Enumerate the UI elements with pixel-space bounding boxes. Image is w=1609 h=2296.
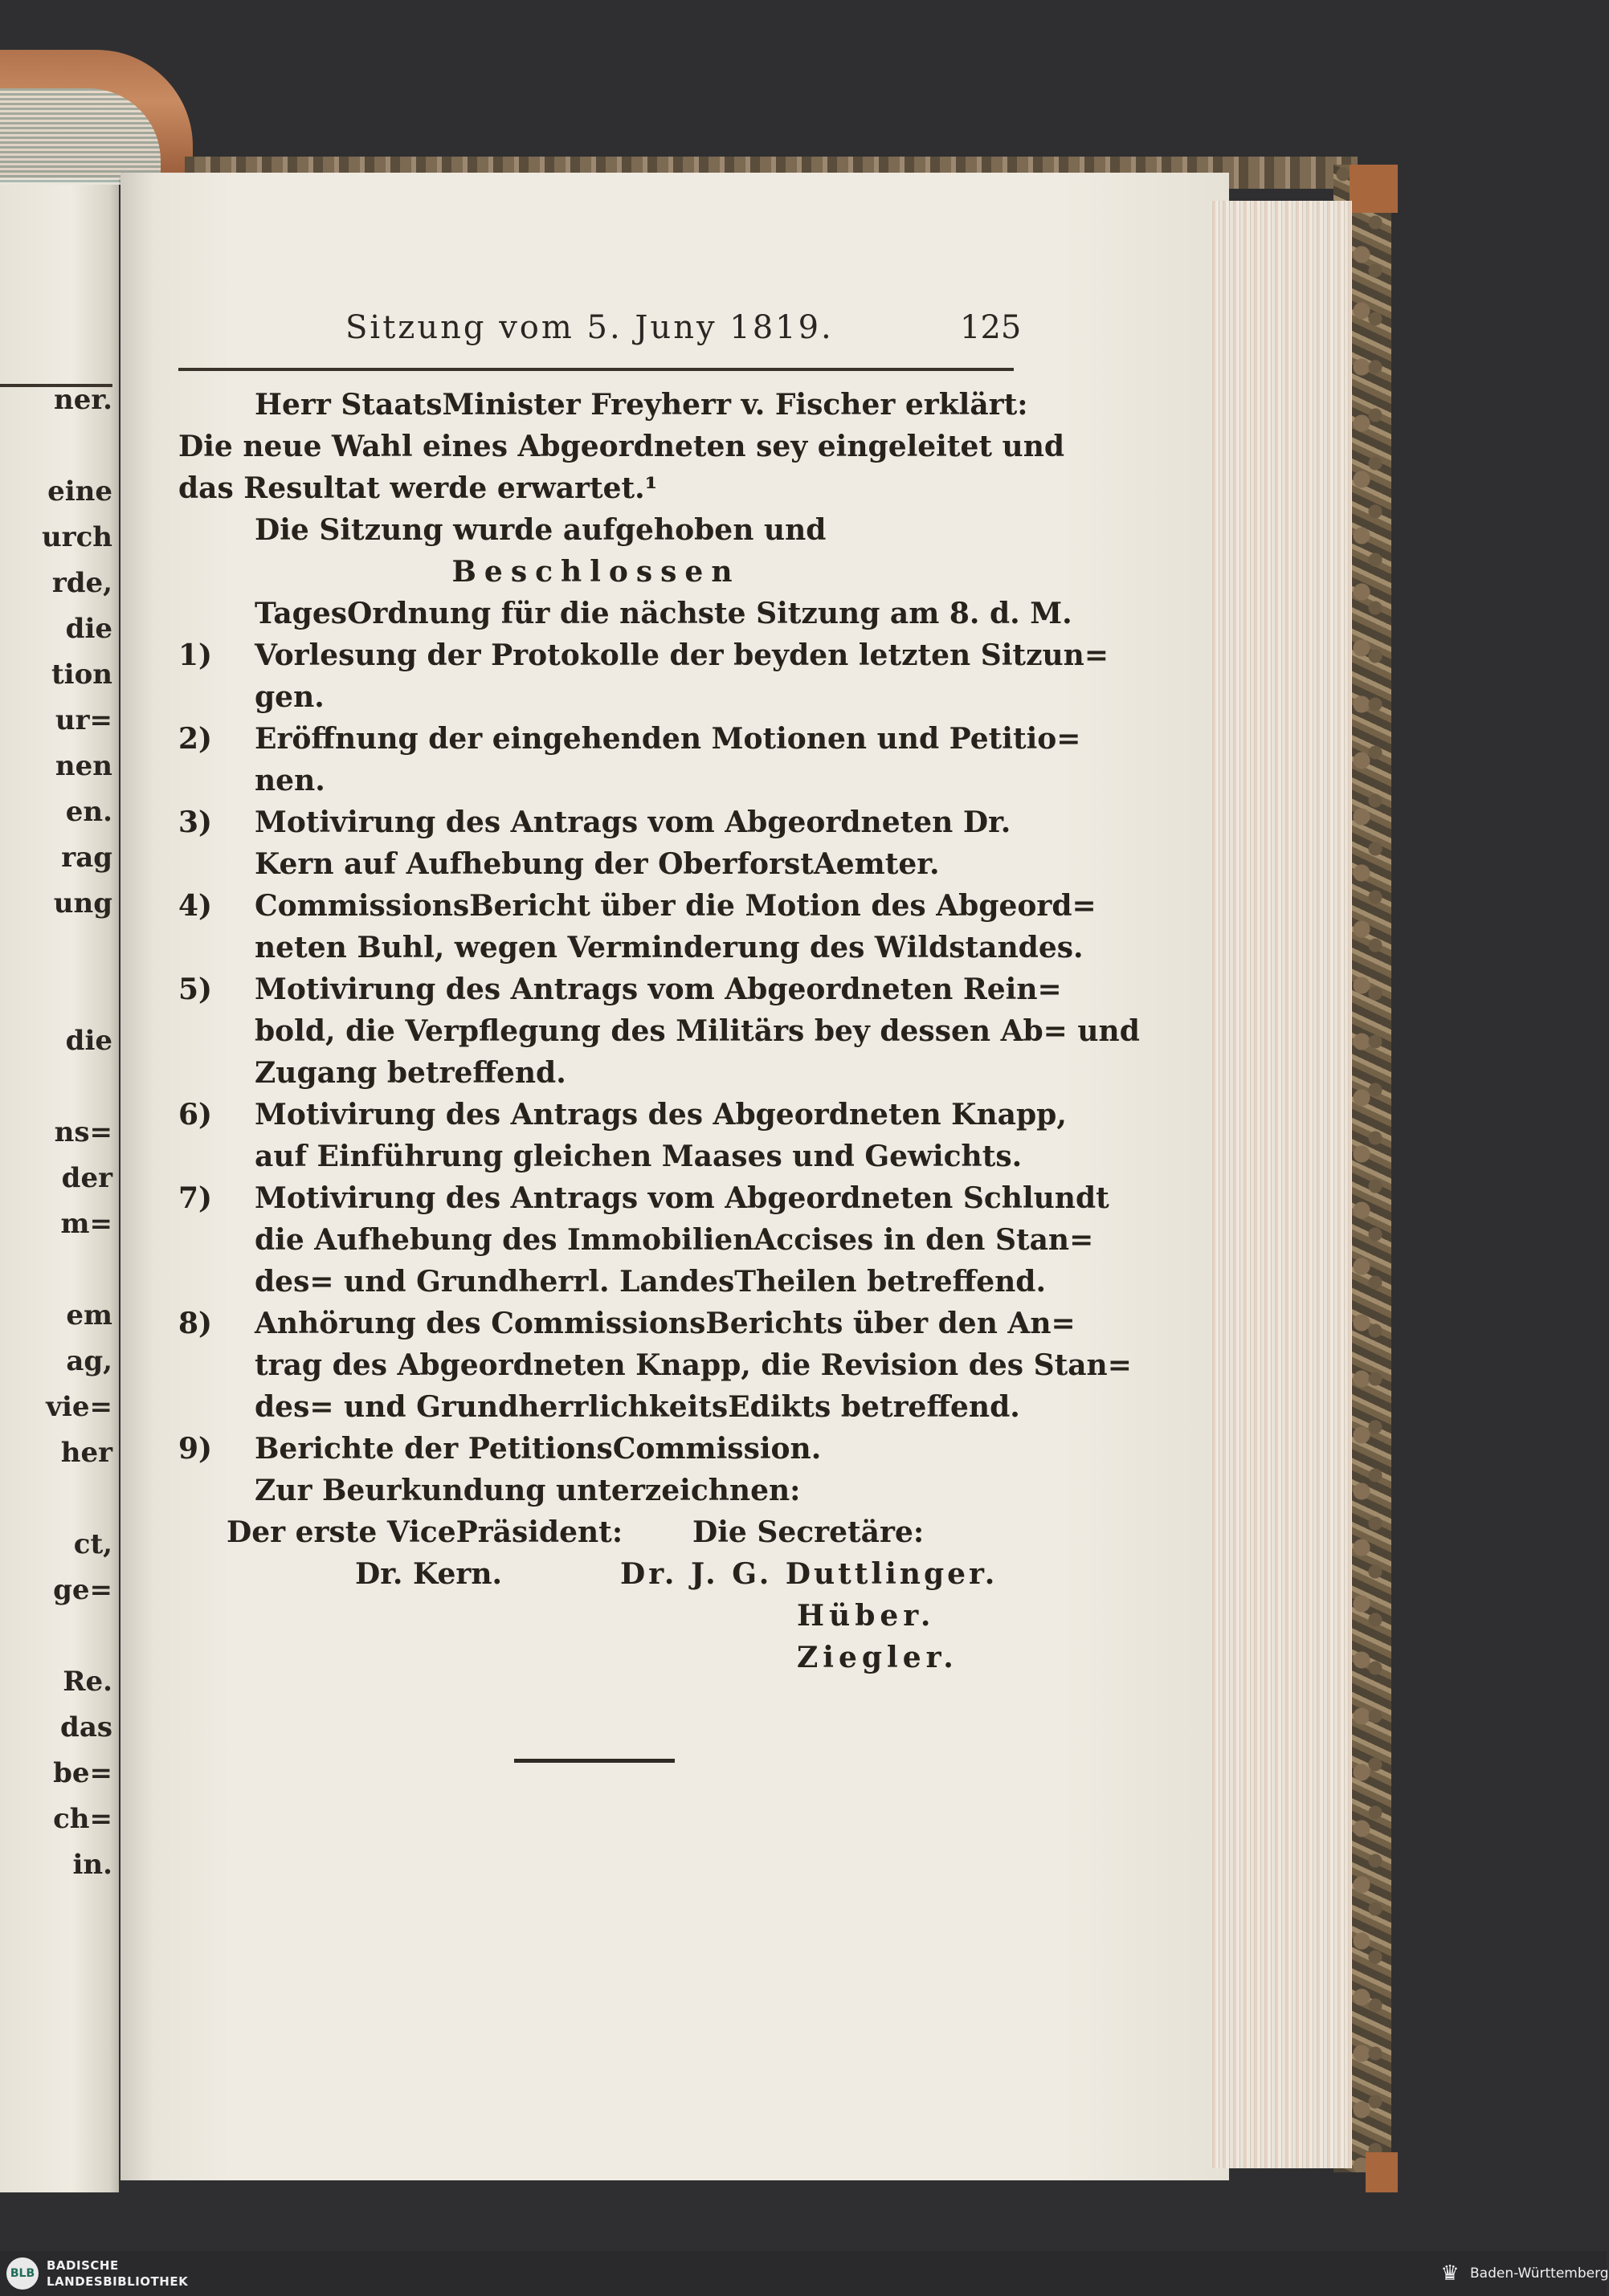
agenda-item-line bbox=[178, 969, 1062, 1010]
left-fragment-line: ur= bbox=[55, 704, 112, 736]
agenda-item-line bbox=[178, 885, 1096, 927]
agenda-item-number bbox=[178, 1344, 255, 1386]
paragraph-line: das Resultat werde erwartet.¹ bbox=[178, 471, 658, 505]
left-fragment-line: m= bbox=[60, 1208, 112, 1240]
agenda-item-number: 3) bbox=[178, 805, 213, 839]
left-fragment-line: ge= bbox=[53, 1574, 112, 1606]
paragraph-line: Herr StaatsMinister Freyherr v. Fischer erklärt: bbox=[255, 388, 1028, 422]
agenda-item-text: nen. bbox=[255, 764, 325, 797]
agenda-item-text: gen. bbox=[255, 680, 325, 714]
agenda-item-line bbox=[178, 1386, 1020, 1428]
agenda-item-line bbox=[178, 718, 1081, 760]
left-fragment-line: ns= bbox=[54, 1116, 112, 1148]
agenda-item-text: Eröffnung der eingehenden Motionen und Petitio= bbox=[255, 722, 1081, 756]
agenda-item-line bbox=[178, 1094, 1067, 1136]
left-fragment-line bbox=[0, 1247, 112, 1293]
left-fragment-line bbox=[0, 1613, 112, 1659]
left-fragment-line: ch= bbox=[53, 1803, 112, 1835]
agenda-item-line bbox=[178, 1177, 1109, 1219]
blb-logo-icon[interactable]: BLB bbox=[6, 2257, 39, 2290]
agenda-item-number: 7) bbox=[178, 1181, 213, 1215]
agenda-item-line bbox=[178, 1219, 1094, 1261]
secretary-name: Hüber. bbox=[797, 1599, 936, 1633]
agenda-item-line bbox=[178, 1136, 1023, 1177]
left-fragment-line: rag bbox=[61, 842, 112, 874]
agenda-item-number: 2) bbox=[178, 722, 213, 756]
agenda-item-line bbox=[178, 760, 1014, 801]
agenda-item-number bbox=[178, 676, 255, 718]
resolved-heading: Beschlossen bbox=[451, 555, 741, 589]
agenda-item-number: 9) bbox=[178, 1432, 213, 1466]
left-fragment-line: ung bbox=[53, 887, 112, 920]
signature-titles bbox=[178, 1511, 1014, 1553]
left-fragment-line: nen bbox=[55, 750, 112, 782]
left-fragment-line: in. bbox=[72, 1849, 112, 1881]
agenda-item-number: 6) bbox=[178, 1098, 213, 1132]
agenda-item-number bbox=[178, 1136, 255, 1177]
agenda-item-text: Motivirung des Antrags vom Abgeordneten Dr. bbox=[255, 805, 1011, 839]
agenda-item-text: bold, die Verpflegung des Militärs bey dessen Ab= und bbox=[255, 1014, 1140, 1048]
agenda-item-text: Kern auf Aufhebung der OberforstAemter. bbox=[255, 847, 940, 881]
agenda-item-text: Motivirung des Antrags vom Abgeordneten Rein= bbox=[255, 973, 1062, 1006]
agenda-item-number bbox=[178, 843, 255, 885]
cover-corner-bottom bbox=[1366, 2152, 1398, 2192]
secretaries-title: Die Secretäre: bbox=[692, 1515, 925, 1549]
left-page-text-fragments bbox=[0, 377, 112, 1888]
agenda-item-line bbox=[178, 1344, 1132, 1386]
paragraph-line: Die neue Wahl eines Abgeordneten sey eingeleitet und bbox=[178, 430, 1065, 463]
agenda-list bbox=[178, 634, 1140, 1470]
agenda-item-line bbox=[178, 1428, 1014, 1470]
agenda-item-text: Anhörung des CommissionsBerichts über den An= bbox=[255, 1307, 1076, 1340]
vice-president-name: Dr. Kern. bbox=[355, 1557, 503, 1591]
left-fragment-line bbox=[0, 973, 112, 1018]
agenda-item-text: Motivirung des Antrags vom Abgeordneten Schlundt bbox=[255, 1181, 1109, 1215]
left-fragment-line bbox=[0, 1476, 112, 1522]
left-fragment-line: die bbox=[65, 613, 112, 645]
agenda-item-number bbox=[178, 1386, 255, 1428]
left-fragment-line: em bbox=[66, 1299, 112, 1332]
agenda-item-line bbox=[178, 1261, 1046, 1303]
agenda-item-text: des= und Grundherrl. LandesTheilen betreffend. bbox=[255, 1265, 1046, 1299]
agenda-item-number: 5) bbox=[178, 973, 213, 1006]
left-fragment-line: vie= bbox=[46, 1391, 112, 1423]
agenda-item-text: CommissionsBericht über die Motion des Abgeord= bbox=[255, 889, 1096, 923]
left-fragment-line: her bbox=[60, 1437, 112, 1469]
left-fragment-line bbox=[0, 1064, 112, 1110]
agenda-item-line bbox=[178, 1010, 1140, 1052]
left-fragment-line bbox=[0, 423, 112, 469]
left-fragment-line: be= bbox=[53, 1757, 112, 1789]
agenda-item-text: Vorlesung der Protokolle der beyden letzten Sitzun= bbox=[255, 638, 1109, 672]
left-fragment-line: ner. bbox=[54, 384, 112, 416]
agenda-item-text: trag des Abgeordneten Knapp, die Revision des Stan= bbox=[255, 1348, 1132, 1382]
adjourn-line: Die Sitzung wurde aufgehoben und bbox=[255, 513, 827, 547]
agenda-item-line bbox=[178, 676, 1014, 718]
left-fragment-line: tion bbox=[51, 659, 112, 691]
agenda-item-number bbox=[178, 1052, 255, 1094]
agenda-item-line bbox=[178, 843, 1014, 885]
left-fragment-line: ag, bbox=[66, 1345, 112, 1377]
left-fragment-line: rde, bbox=[51, 567, 112, 599]
page-body bbox=[178, 384, 1140, 1678]
library-name[interactable] bbox=[47, 2257, 188, 2290]
state-crest-icon[interactable]: ♛ bbox=[1440, 2261, 1460, 2286]
left-fragment-line: eine bbox=[47, 475, 112, 508]
left-fragment-line: ct, bbox=[73, 1528, 112, 1560]
secretary-name: Dr. J. G. Duttlinger. bbox=[620, 1557, 998, 1591]
secretary-name: Ziegler. bbox=[797, 1641, 958, 1674]
agenda-item-text: Berichte der PetitionsCommission. bbox=[255, 1432, 822, 1466]
agenda-item-number bbox=[178, 760, 255, 801]
agenda-item-text: auf Einführung gleichen Maases und Gewichts. bbox=[255, 1140, 1023, 1173]
agenda-item-number bbox=[178, 1010, 255, 1052]
agenda-item-text: Zugang betreffend. bbox=[255, 1056, 566, 1090]
page-number: 125 bbox=[960, 309, 1022, 346]
signature-row bbox=[178, 1595, 1014, 1637]
state-name[interactable]: Baden-Württemberg bbox=[1470, 2265, 1609, 2282]
agenda-item-text: die Aufhebung des ImmobilienAccises in den Stan= bbox=[255, 1223, 1094, 1257]
agenda-item-text: des= und GrundherrlichkeitsEdikts betreffend. bbox=[255, 1390, 1020, 1424]
agenda-item-number bbox=[178, 1219, 255, 1261]
attestation-line: Zur Beurkundung unterzeichnen: bbox=[255, 1474, 801, 1507]
left-fragment-line bbox=[0, 927, 112, 973]
footer-bar bbox=[0, 2251, 1607, 2296]
agenda-item-text: Motivirung des Antrags des Abgeordneten Knapp, bbox=[255, 1098, 1067, 1132]
signature-names bbox=[178, 1553, 1014, 1595]
running-head: Sitzung vom 5. Juny 1819. bbox=[345, 309, 834, 346]
agenda-item-number: 8) bbox=[178, 1307, 213, 1340]
page-block-edges bbox=[1209, 201, 1352, 2168]
agenda-item-line bbox=[178, 1052, 1014, 1094]
left-fragment-line: en. bbox=[65, 796, 112, 828]
agenda-item-number bbox=[178, 1261, 255, 1303]
agenda-item-line bbox=[178, 927, 1084, 969]
agenda-item-line bbox=[178, 801, 1014, 843]
left-fragment-line: der bbox=[61, 1162, 112, 1194]
agenda-item-number: 1) bbox=[178, 638, 213, 672]
agenda-item-number bbox=[178, 927, 255, 969]
agenda-heading: TagesOrdnung für die nächste Sitzung am 8. d. M. bbox=[255, 597, 1072, 630]
agenda-item-number: 4) bbox=[178, 889, 213, 923]
end-rule bbox=[514, 1759, 675, 1763]
library-name-line: BADISCHE bbox=[47, 2258, 119, 2273]
left-fragment-line: urch bbox=[41, 521, 112, 553]
header-rule bbox=[178, 368, 1014, 371]
left-fragment-line: Re. bbox=[63, 1666, 112, 1698]
left-fragment-line: die bbox=[65, 1025, 112, 1057]
library-name-line: LANDESBIBLIOTHEK bbox=[47, 2274, 189, 2289]
cover-corner-top bbox=[1350, 165, 1398, 213]
left-fragment-line: das bbox=[60, 1711, 112, 1743]
signature-row bbox=[178, 1637, 1014, 1678]
agenda-item-line bbox=[178, 1303, 1076, 1344]
agenda-item-line bbox=[178, 634, 1109, 676]
vice-president-title: Der erste VicePräsident: bbox=[227, 1515, 623, 1549]
agenda-item-text: neten Buhl, wegen Verminderung des Wildstandes. bbox=[255, 931, 1084, 964]
